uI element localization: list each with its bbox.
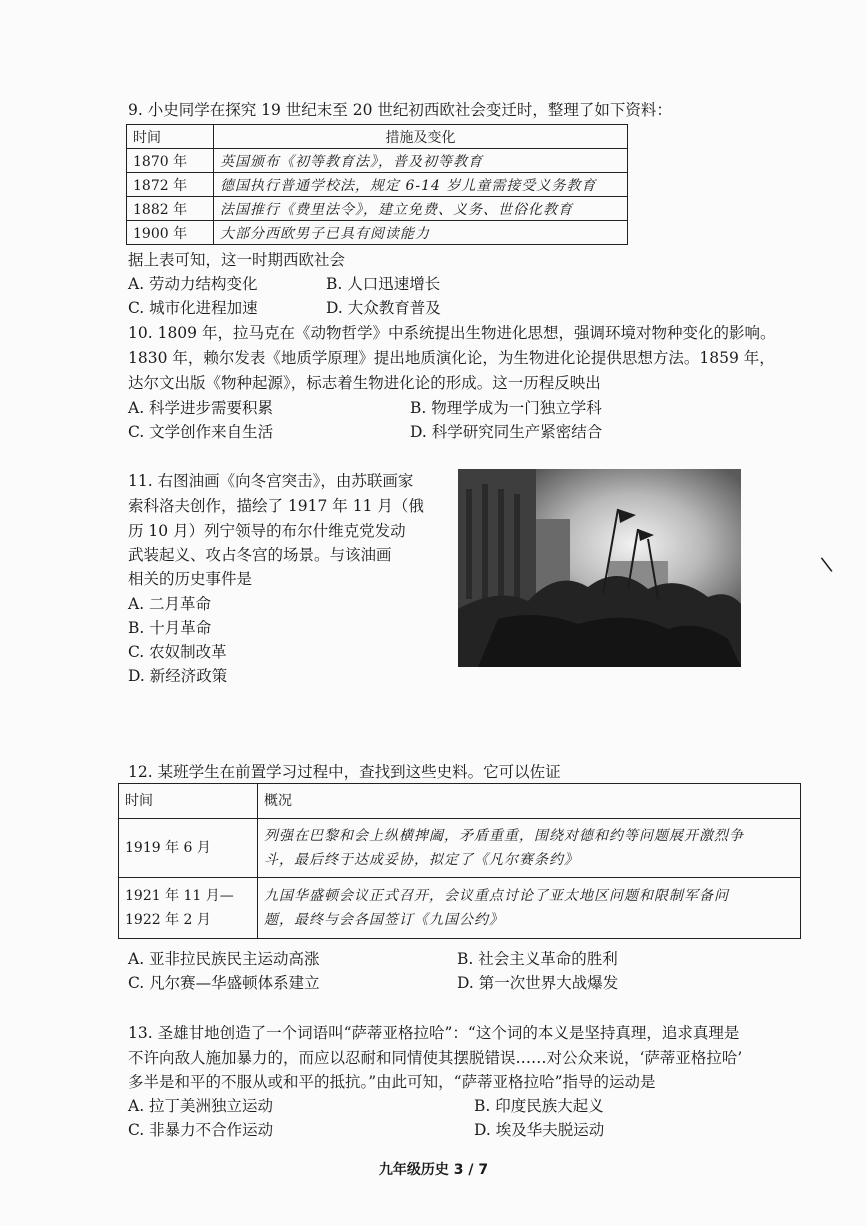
q13-option-b[interactable]: B. 印度民族大起义 [474, 1097, 604, 1115]
table-cell-event: 大部分西欧男子已具有阅读能力 [214, 221, 628, 245]
q12-option-b[interactable]: B. 社会主义革命的胜利 [457, 950, 618, 968]
table-cell-event: 英国颁布《初等教育法》，普及初等教育 [214, 149, 628, 173]
table-header-event: 措施及变化 [214, 125, 628, 149]
q10-line-1: 10. 1809 年，拉马克在《动物哲学》中系统提出生物进化思想，强调环境对物种变化的影响。 [128, 324, 776, 342]
table-header-time: 时间 [127, 125, 214, 149]
table-row [127, 221, 628, 245]
q9-option-c[interactable]: C. 城市化进程加速 [128, 299, 258, 317]
q9-option-b[interactable]: B. 人口迅速增长 [326, 275, 441, 293]
q11-line-3: 历 10 月）列宁领导的布尔什维克党发动 [128, 522, 406, 540]
table-cell-time: 1882 年 [127, 197, 214, 221]
event-line: 九国华盛顿会议正式召开，会议重点讨论了亚太地区问题和限制军备问 [264, 888, 729, 904]
table-cell-time: 1872 年 [127, 173, 214, 197]
page-footer: 九年级历史 3 / 7 [378, 1162, 489, 1178]
table-row [119, 878, 801, 939]
time-line: 1919 年 6 月 [125, 840, 211, 856]
q10-line-3: 达尔文出版《物种起源》，标志着生物进化论的形成。这一历程反映出 [128, 374, 601, 392]
table-header-overview: 概况 [258, 784, 801, 819]
q13-line-3: 多半是和平的不服从或和平的抵抗。”由此可知，“萨蒂亚格拉哈”指导的运动是 [128, 1073, 656, 1091]
q11-line-4: 武装起义、攻占冬宫的场景。与该油画 [128, 546, 392, 564]
q10-option-d[interactable]: D. 科学研究同生产紧密结合 [410, 423, 603, 441]
table-row [119, 819, 801, 878]
q13-option-a[interactable]: A. 拉丁美洲独立运动 [128, 1097, 274, 1115]
table-row [127, 173, 628, 197]
stray-mark: \ [819, 551, 834, 577]
q12-table [118, 783, 801, 939]
q10-option-b[interactable]: B. 物理学成为一门独立学科 [410, 399, 602, 417]
table-cell-event [258, 819, 801, 878]
storming-winter-palace-painting [458, 469, 741, 667]
q10-line-2: 1830 年，赖尔发表《地质学原理》提出地质演化论，为生物进化论提供思想方法。1859 年， [128, 349, 775, 367]
q13-option-c[interactable]: C. 非暴力不合作运动 [128, 1121, 274, 1139]
table-row [127, 197, 628, 221]
q12-option-a[interactable]: A. 亚非拉民族民主运动高涨 [128, 950, 320, 968]
table-cell-time [119, 878, 258, 939]
q10-option-a[interactable]: A. 科学进步需要积累 [128, 399, 274, 417]
q12-stem: 12. 某班学生在前置学习过程中，查找到这些史料。它可以佐证 [128, 763, 561, 781]
table-cell-event: 法国推行《费里法令》，建立免费、义务、世俗化教育 [214, 197, 628, 221]
table-row [119, 784, 801, 819]
q13-line-2: 不许向敌人施加暴力的，而应以忍耐和同情使其摆脱错误……对公众来说，‘萨蒂亚格拉哈’ [128, 1049, 743, 1067]
q11-line-1: 11. 右图油画《向冬宫突击》，由苏联画家 [128, 472, 414, 490]
event-line: 列强在巴黎和会上纵横捭阖，矛盾重重，围绕对德和约等问题展开激烈争 [264, 828, 744, 844]
q11-line-5: 相关的历史事件是 [128, 570, 253, 588]
table-cell-event [258, 878, 801, 939]
q9-option-d[interactable]: D. 大众教育普及 [326, 299, 441, 317]
q11-line-2: 索科洛夫创作，描绘了 1917 年 11 月（俄 [128, 497, 424, 515]
table-header-time: 时间 [119, 784, 258, 819]
table-cell-time [119, 819, 258, 878]
q13-option-d[interactable]: D. 埃及华夫脱运动 [474, 1121, 605, 1139]
q13-line-1: 13. 圣雄甘地创造了一个词语叫“萨蒂亚格拉哈”：“这个词的本义是坚持真理，追求真理是 [128, 1024, 740, 1042]
q12-option-c[interactable]: C. 凡尔赛—华盛顿体系建立 [128, 974, 320, 992]
table-row [127, 149, 628, 173]
q12-option-d[interactable]: D. 第一次世界大战爆发 [457, 974, 619, 992]
q9-lead: 据上表可知，这一时期西欧社会 [128, 251, 346, 269]
table-cell-time: 1870 年 [127, 149, 214, 173]
event-line: 斗，最后终于达成妥协，拟定了《凡尔赛条约》 [264, 852, 579, 868]
q11-option-a[interactable]: A. 二月革命 [128, 595, 212, 613]
q9-table [126, 124, 628, 245]
q9-stem: 9. 小史同学在探究 19 世纪末至 20 世纪初西欧社会变迁时，整理了如下资料： [128, 101, 672, 119]
q11-option-c[interactable]: C. 农奴制改革 [128, 643, 227, 661]
q10-option-c[interactable]: C. 文学创作来自生活 [128, 423, 274, 441]
time-line: 1922 年 2 月 [125, 912, 211, 928]
table-cell-event: 德国执行普通学校法，规定 6-14 岁儿童需接受义务教育 [214, 173, 628, 197]
q11-option-b[interactable]: B. 十月革命 [128, 619, 212, 637]
table-row [127, 125, 628, 149]
time-line: 1921 年 11 月— [125, 888, 234, 904]
q9-option-a[interactable]: A. 劳动力结构变化 [128, 275, 258, 293]
event-line: 题，最终与会各国签订《九国公约》 [264, 912, 504, 928]
q11-option-d[interactable]: D. 新经济政策 [128, 667, 228, 685]
table-cell-time: 1900 年 [127, 221, 214, 245]
